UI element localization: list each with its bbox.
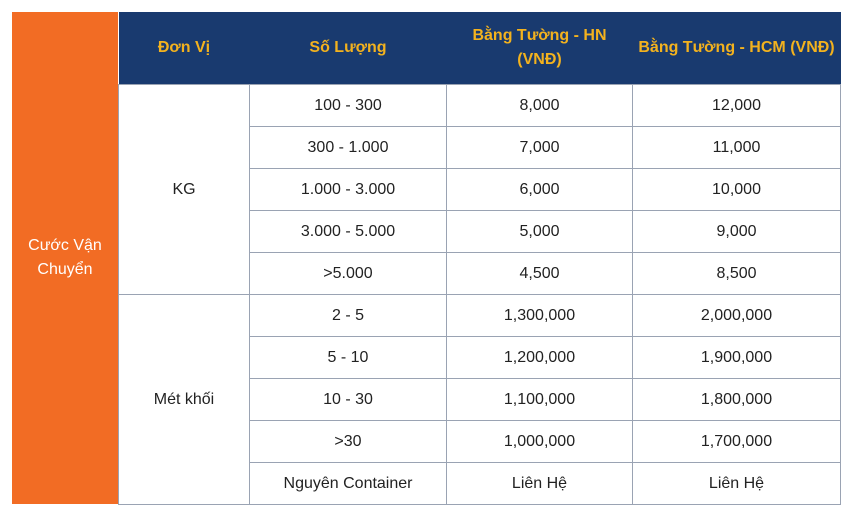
table-row bbox=[119, 85, 841, 127]
table-row bbox=[119, 295, 841, 337]
quantity-cell: 100 - 300 bbox=[250, 85, 447, 127]
price-hn-cell: 6,000 bbox=[447, 169, 633, 211]
side-label-panel bbox=[12, 12, 118, 504]
quantity-cell: 5 - 10 bbox=[250, 337, 447, 379]
quantity-cell: 10 - 30 bbox=[250, 379, 447, 421]
header-quantity: Số Lượng bbox=[250, 12, 447, 85]
header-row bbox=[119, 12, 841, 85]
price-hn-cell: Liên Hệ bbox=[447, 463, 633, 505]
price-hn-cell: 5,000 bbox=[447, 211, 633, 253]
quantity-cell: 1.000 - 3.000 bbox=[250, 169, 447, 211]
price-hcm-cell: 1,900,000 bbox=[633, 337, 841, 379]
price-hcm-cell: 9,000 bbox=[633, 211, 841, 253]
price-hn-cell: 7,000 bbox=[447, 127, 633, 169]
quantity-cell: >5.000 bbox=[250, 253, 447, 295]
price-hcm-cell: 1,700,000 bbox=[633, 421, 841, 463]
price-hcm-cell: 11,000 bbox=[633, 127, 841, 169]
quantity-cell: 300 - 1.000 bbox=[250, 127, 447, 169]
price-hn-cell: 8,000 bbox=[447, 85, 633, 127]
price-hcm-cell: 1,800,000 bbox=[633, 379, 841, 421]
quantity-cell: Nguyên Container bbox=[250, 463, 447, 505]
header-price-hcm: Bằng Tường - HCM (VNĐ) bbox=[633, 12, 841, 85]
price-hcm-cell: 2,000,000 bbox=[633, 295, 841, 337]
price-hcm-cell: 12,000 bbox=[633, 85, 841, 127]
header-unit: Đơn Vị bbox=[119, 12, 250, 85]
price-hn-cell: 4,500 bbox=[447, 253, 633, 295]
shipping-rate-table bbox=[118, 12, 841, 505]
unit-cell-kg: KG bbox=[119, 85, 250, 295]
shipping-rate-table-frame bbox=[12, 12, 840, 504]
price-hcm-cell: 8,500 bbox=[633, 253, 841, 295]
quantity-cell: >30 bbox=[250, 421, 447, 463]
unit-cell-cubic-meter: Mét khối bbox=[119, 295, 250, 505]
price-hcm-cell: Liên Hệ bbox=[633, 463, 841, 505]
quantity-cell: 2 - 5 bbox=[250, 295, 447, 337]
price-hcm-cell: 10,000 bbox=[633, 169, 841, 211]
price-hn-cell: 1,100,000 bbox=[447, 379, 633, 421]
price-hn-cell: 1,200,000 bbox=[447, 337, 633, 379]
price-hn-cell: 1,300,000 bbox=[447, 295, 633, 337]
header-price-hn: Bằng Tường - HN (VNĐ) bbox=[447, 12, 633, 85]
price-hn-cell: 1,000,000 bbox=[447, 421, 633, 463]
side-label: Cước Vận Chuyển bbox=[28, 237, 102, 278]
quantity-cell: 3.000 - 5.000 bbox=[250, 211, 447, 253]
